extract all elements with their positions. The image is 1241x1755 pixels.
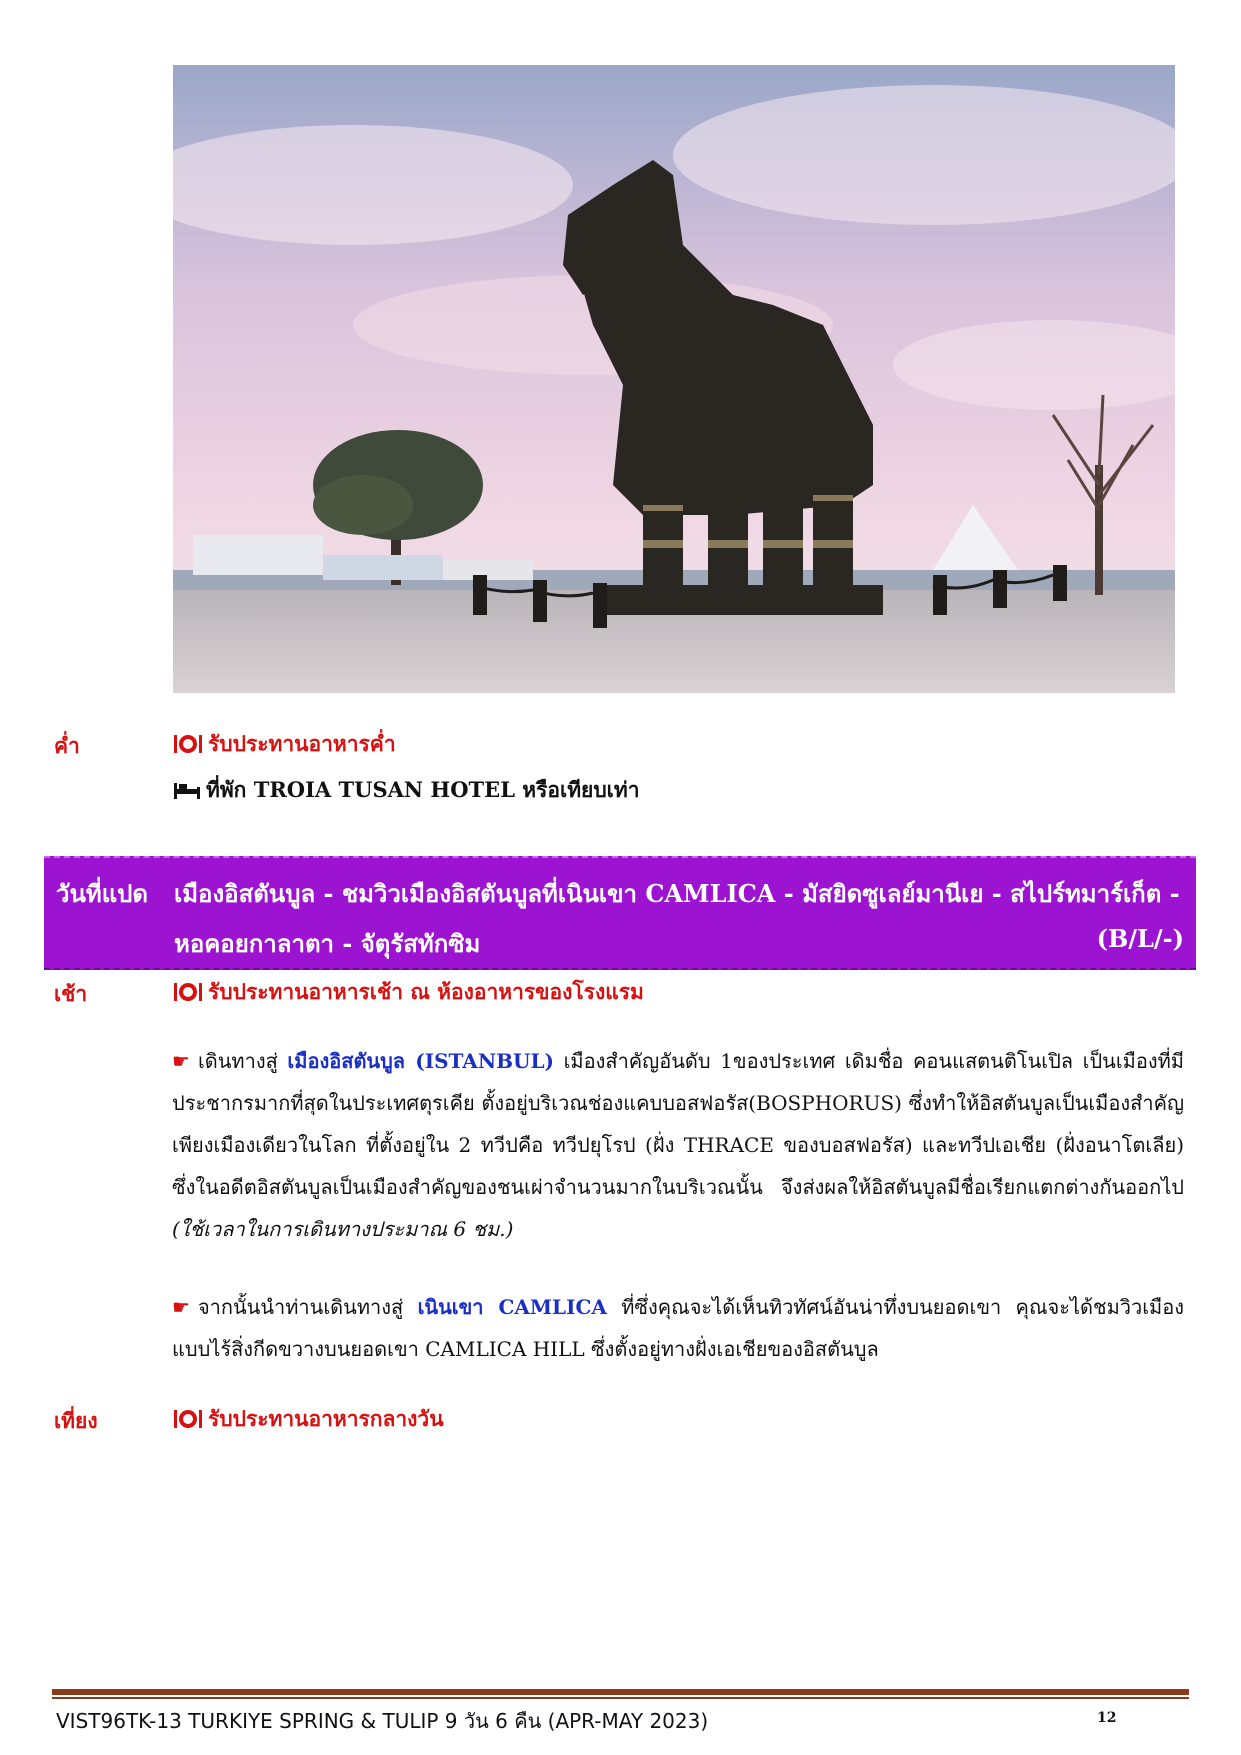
para1-lead: เดินทางสู่ (197, 1049, 278, 1073)
day-header-band (44, 856, 1196, 970)
meal-icon (174, 1408, 202, 1430)
lunch-meal-text: รับประทานอาหารกลางวัน (208, 1406, 444, 1431)
place-camlica: เนินเขา CAMLICA (417, 1295, 607, 1319)
meal-icon (174, 981, 202, 1003)
para1-note: (ใช้เวลาในการเดินทางประมาณ 6 ชม.) (172, 1217, 514, 1241)
breakfast-meal-text: รับประทานอาหารเช้า ณ ห้องอาหารของโรงแรม (208, 979, 644, 1004)
dinner-label: ค่ำ (54, 733, 80, 758)
hotel-info (174, 776, 639, 804)
lunch-label: เที่ยง (54, 1408, 98, 1433)
paragraph-camlica (172, 1286, 1184, 1370)
day-number: วันที่แปด (56, 879, 148, 908)
pointing-hand-icon: ☛ (172, 1295, 190, 1319)
place-istanbul: เมืองอิสตันบูล (ISTANBUL) (287, 1049, 554, 1073)
footer-text: VIST96TK-13 TURKIYE SPRING & TULIP 9 วัน 6 คืน (APR-MAY 2023) (56, 1709, 709, 1733)
bed-icon (174, 779, 200, 801)
hotel-prefix: ที่พัก (206, 777, 247, 802)
page-number: 12 (1097, 1710, 1117, 1726)
breakfast-meal (174, 978, 644, 1006)
day-title-line1: เมืองอิสตันบูล - ชมวิวเมืองอิสตันบูลที่เนินเขา CAMLICA - มัสยิดซูเลย์มานีเย - สไปร์ทมาร์เก็ต - (174, 879, 1180, 908)
hotel-name: TROIA TUSAN HOTEL (253, 777, 515, 802)
day-title-line2: หอคอยกาลาตา - จัตุรัสทักซิม (174, 929, 481, 958)
paragraph-istanbul (172, 1040, 1184, 1250)
lunch-meal (174, 1405, 444, 1433)
dinner-meal-text: รับประทานอาหารค่ำ (208, 731, 396, 756)
hotel-suffix: หรือเทียบเท่า (522, 777, 640, 802)
breakfast-label: เช้า (54, 981, 88, 1006)
para2-text: ที่ซึ่งคุณจะได้เห็นทิวทัศน์อันน่าทึ่งบนยอดเขา คุณจะได้ชมวิวเมืองแบบไร้สิ่งกีดขวางบนยอดเขา CAMLICA HILL ซึ่งตั้งอยู่ทางฝั่งเอเชียของอิสตันบูล (172, 1295, 1185, 1361)
para2-lead: จากนั้นนำท่านเดินทางสู่ (197, 1295, 404, 1319)
meal-icon (174, 733, 202, 755)
para1-text: เมืองสำคัญอันดับ 1ของประเทศ เดิมชื่อ คอนแสตนติโนเปิล เป็นเมืองที่มีประชากรมากที่สุดในประเทศตุรเคีย ตั้งอยู่บริเวณช่องแคบบอสฟอรัส(BOSPHORUS) ซึ่งทำให้อิสตันบูลเป็นเมืองสำคัญเพียงเมืองเดียวในโลก ที่ตั้งอยู่ใน 2 ทวีปคือ ทวีปยุโรป (ฝั่ง THRACE ของบอสฟอรัส) และทวีปเอเชีย (ฝั่งอนาโตเลีย) ซึ่งในอดีตอิสตันบูลเป็นเมืองสำคัญของชนเผ่าจำนวนมากในบริเวณนั้น จึงส่งผลให้อิสตันบูลมีชื่อเรียกแตกต่างกันออกไป (172, 1049, 1184, 1199)
footer-rule (52, 1689, 1189, 1695)
trojan-horse-photo (173, 65, 1175, 693)
dinner-meal (174, 730, 396, 758)
footer-rule-thin (52, 1697, 1189, 1699)
pointing-hand-icon: ☛ (172, 1049, 190, 1073)
day-meals: (B/L/-) (1096, 924, 1184, 953)
